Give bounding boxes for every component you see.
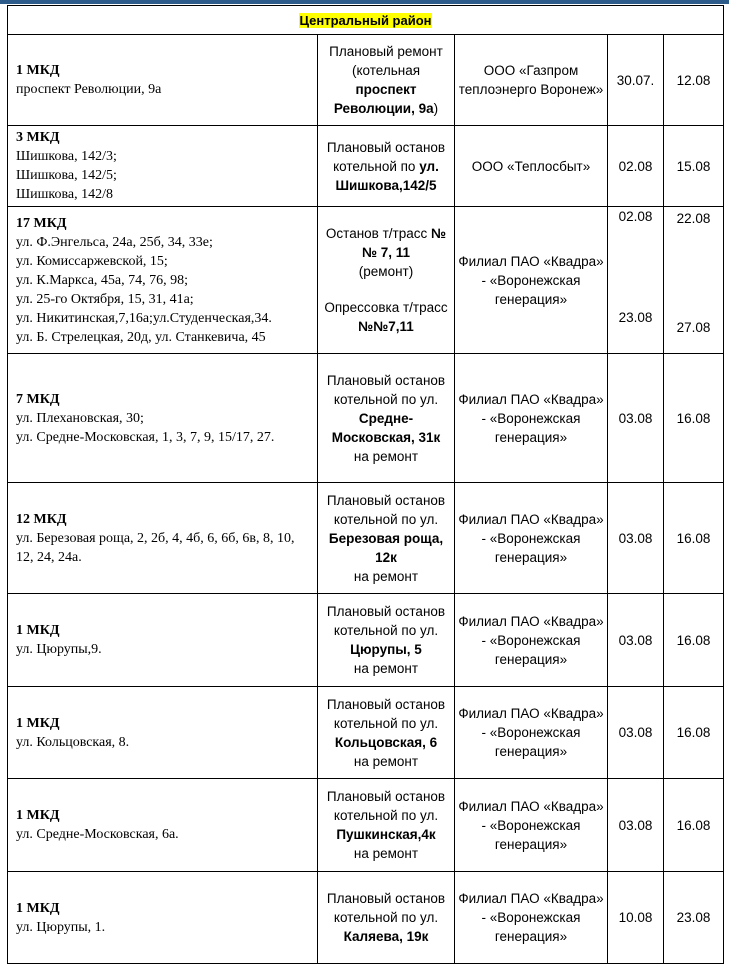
org-cell: Филиал ПАО «Квадра» - «Воронежская генерация» [455,483,608,594]
work-text: Плановый останов котельной по ул. [326,372,446,407]
end-date: 16.08 [664,594,724,687]
address-cell [8,687,318,779]
address-cell [8,779,318,872]
work-object: проспект Революции, 9а [333,82,434,116]
work-object: №№ 7, 11 [361,226,447,260]
start-date: 30.07. [608,35,664,126]
address-line: ул. Березовая роща, 2, 2б, 4, 4б, 6, 6б, 6в, 8, 10, 12, 24, 24а. [16,530,295,565]
end-date: 16.08 [664,483,724,594]
work-object: Цюрупы, 5 [350,642,422,657]
work-cell [318,483,455,594]
start-date: 03.08 [608,354,664,483]
end-date: 16.08 [664,779,724,872]
address-line: ул. Никитинская,7,16а;ул.Студенческая,34. [16,310,272,326]
address-cell [8,354,318,483]
address-line: Шишкова, 142/3; [16,149,117,164]
end-date: 27.08 [676,320,711,335]
work-tail: на ремонт [353,661,419,676]
work-cell [318,354,455,483]
address-cell [8,126,318,207]
work-cell [318,35,455,126]
end-date: 12.08 [664,35,724,126]
org-cell: Филиал ПАО «Квадра» - «Воронежская генерация» [455,687,608,779]
top-accent-bar [0,0,729,4]
start-date: 03.08 [608,483,664,594]
work-object: №№7,11 [358,319,414,334]
address-line: ул. Ф.Энгельса, 24а, 25б, 34, 33е; [16,234,213,250]
address-line: ул. Кольцовская, 8. [16,734,130,750]
work-object: Средне-Московская, 31к [331,410,441,445]
district-title: Центральный район [299,12,432,28]
building-count: 1 МКД [16,623,60,638]
work-cell [318,779,455,872]
start-date-cell [608,207,664,354]
address-line: ул. Плехановская, 30; [16,410,144,426]
work-text: Плановый останов котельной по ул. [326,891,446,925]
work-tail: (ремонт) [358,264,414,279]
table-row [8,35,724,126]
work-text: Останов т/трасс [325,226,428,241]
building-count: 17 МКД [16,215,67,231]
district-header [8,6,724,35]
start-date: 02.08 [608,126,664,207]
end-date: 15.08 [664,126,724,207]
start-date: 03.08 [608,779,664,872]
address-line: ул. Б. Стрелецкая, 20д, ул. Станкевича, 45 [16,329,266,345]
table-row [8,594,724,687]
address-line: ул. Цюрупы,9. [16,642,102,657]
start-date: 02.08 [618,209,653,224]
work-cell [318,207,455,354]
work-object: Кольцовская, 6 [334,734,438,750]
table-row [8,354,724,483]
start-date: 10.08 [608,872,664,964]
building-count: 1 МКД [16,63,60,78]
work-text: Плановый останов котельной по ул. [326,696,446,731]
work-cell [318,594,455,687]
table-row [8,126,724,207]
address-line: проспект Революции, 9а [16,82,162,97]
table-row [8,779,724,872]
address-cell [8,594,318,687]
address-cell [8,35,318,126]
work-text: Плановый останов котельной по [326,139,446,174]
end-date: 23.08 [664,872,724,964]
work-tail: на ремонт [353,846,419,861]
building-count: 1 МКД [16,900,60,916]
address-line: ул. Средне-Московская, 1, 3, 7, 9, 15/17, 27. [16,429,275,445]
table-row [8,207,724,354]
work-text: Плановый останов котельной по ул. [326,492,446,527]
work-object: Березовая роща, 12к [328,530,444,565]
address-line: ул. Цюрупы, 1. [16,919,106,935]
org-cell: ООО «Газпром теплоэнерго Воронеж» [455,35,608,126]
work-object: ул. Шишкова,142/5 [335,158,439,193]
work-text: Плановый останов котельной по ул. [326,789,446,823]
address-line: ул. Средне-Московская, 6а. [16,827,179,842]
end-date: 16.08 [664,354,724,483]
outage-schedule-table [7,5,724,964]
end-date-cell [664,207,724,354]
start-date: 23.08 [618,310,653,325]
end-date: 22.08 [676,211,711,226]
table-row [8,687,724,779]
work-text: Плановый ремонт (котельная [329,44,443,78]
address-line: Шишкова, 142/5; [16,168,117,183]
address-cell [8,207,318,354]
table-row [8,483,724,594]
org-cell: Филиал ПАО «Квадра» - «Воронежская генерация» [455,779,608,872]
work-tail: на ремонт [353,753,419,769]
org-cell: ООО «Теплосбыт» [455,126,608,207]
work-object: Пушкинская,4к [336,827,436,842]
start-date: 03.08 [608,594,664,687]
org-cell: Филиал ПАО «Квадра» - «Воронежская генерация» [455,354,608,483]
address-cell [8,483,318,594]
address-line: Шишкова, 142/8 [16,187,114,202]
org-cell: Филиал ПАО «Квадра» - «Воронежская генерация» [455,872,608,964]
address-line: ул. Комиссаржевской, 15; [16,253,168,269]
building-count: 7 МКД [16,391,60,407]
building-count: 1 МКД [16,808,60,823]
building-count: 12 МКД [16,511,67,527]
work-cell [318,126,455,207]
building-count: 1 МКД [16,715,60,731]
address-line: ул. К.Маркса, 45а, 74, 76, 98; [16,272,189,288]
work-object: Каляева, 19к [343,929,429,944]
end-date: 16.08 [664,687,724,779]
org-cell: Филиал ПАО «Квадра» - «Воронежская генерация» [455,207,608,354]
work-tail: ) [433,101,439,116]
address-line: ул. 25-го Октября, 15, 31, 41а; [16,291,194,307]
work-tail: на ремонт [353,448,419,464]
work-cell [318,687,455,779]
work-tail: на ремонт [353,568,419,584]
work-text: Плановый останов котельной по ул. [326,604,446,638]
work-text: Опрессовка т/трасс [324,300,448,315]
building-count: 3 МКД [16,130,60,145]
start-date: 03.08 [608,687,664,779]
org-cell: Филиал ПАО «Квадра» - «Воронежская генерация» [455,594,608,687]
